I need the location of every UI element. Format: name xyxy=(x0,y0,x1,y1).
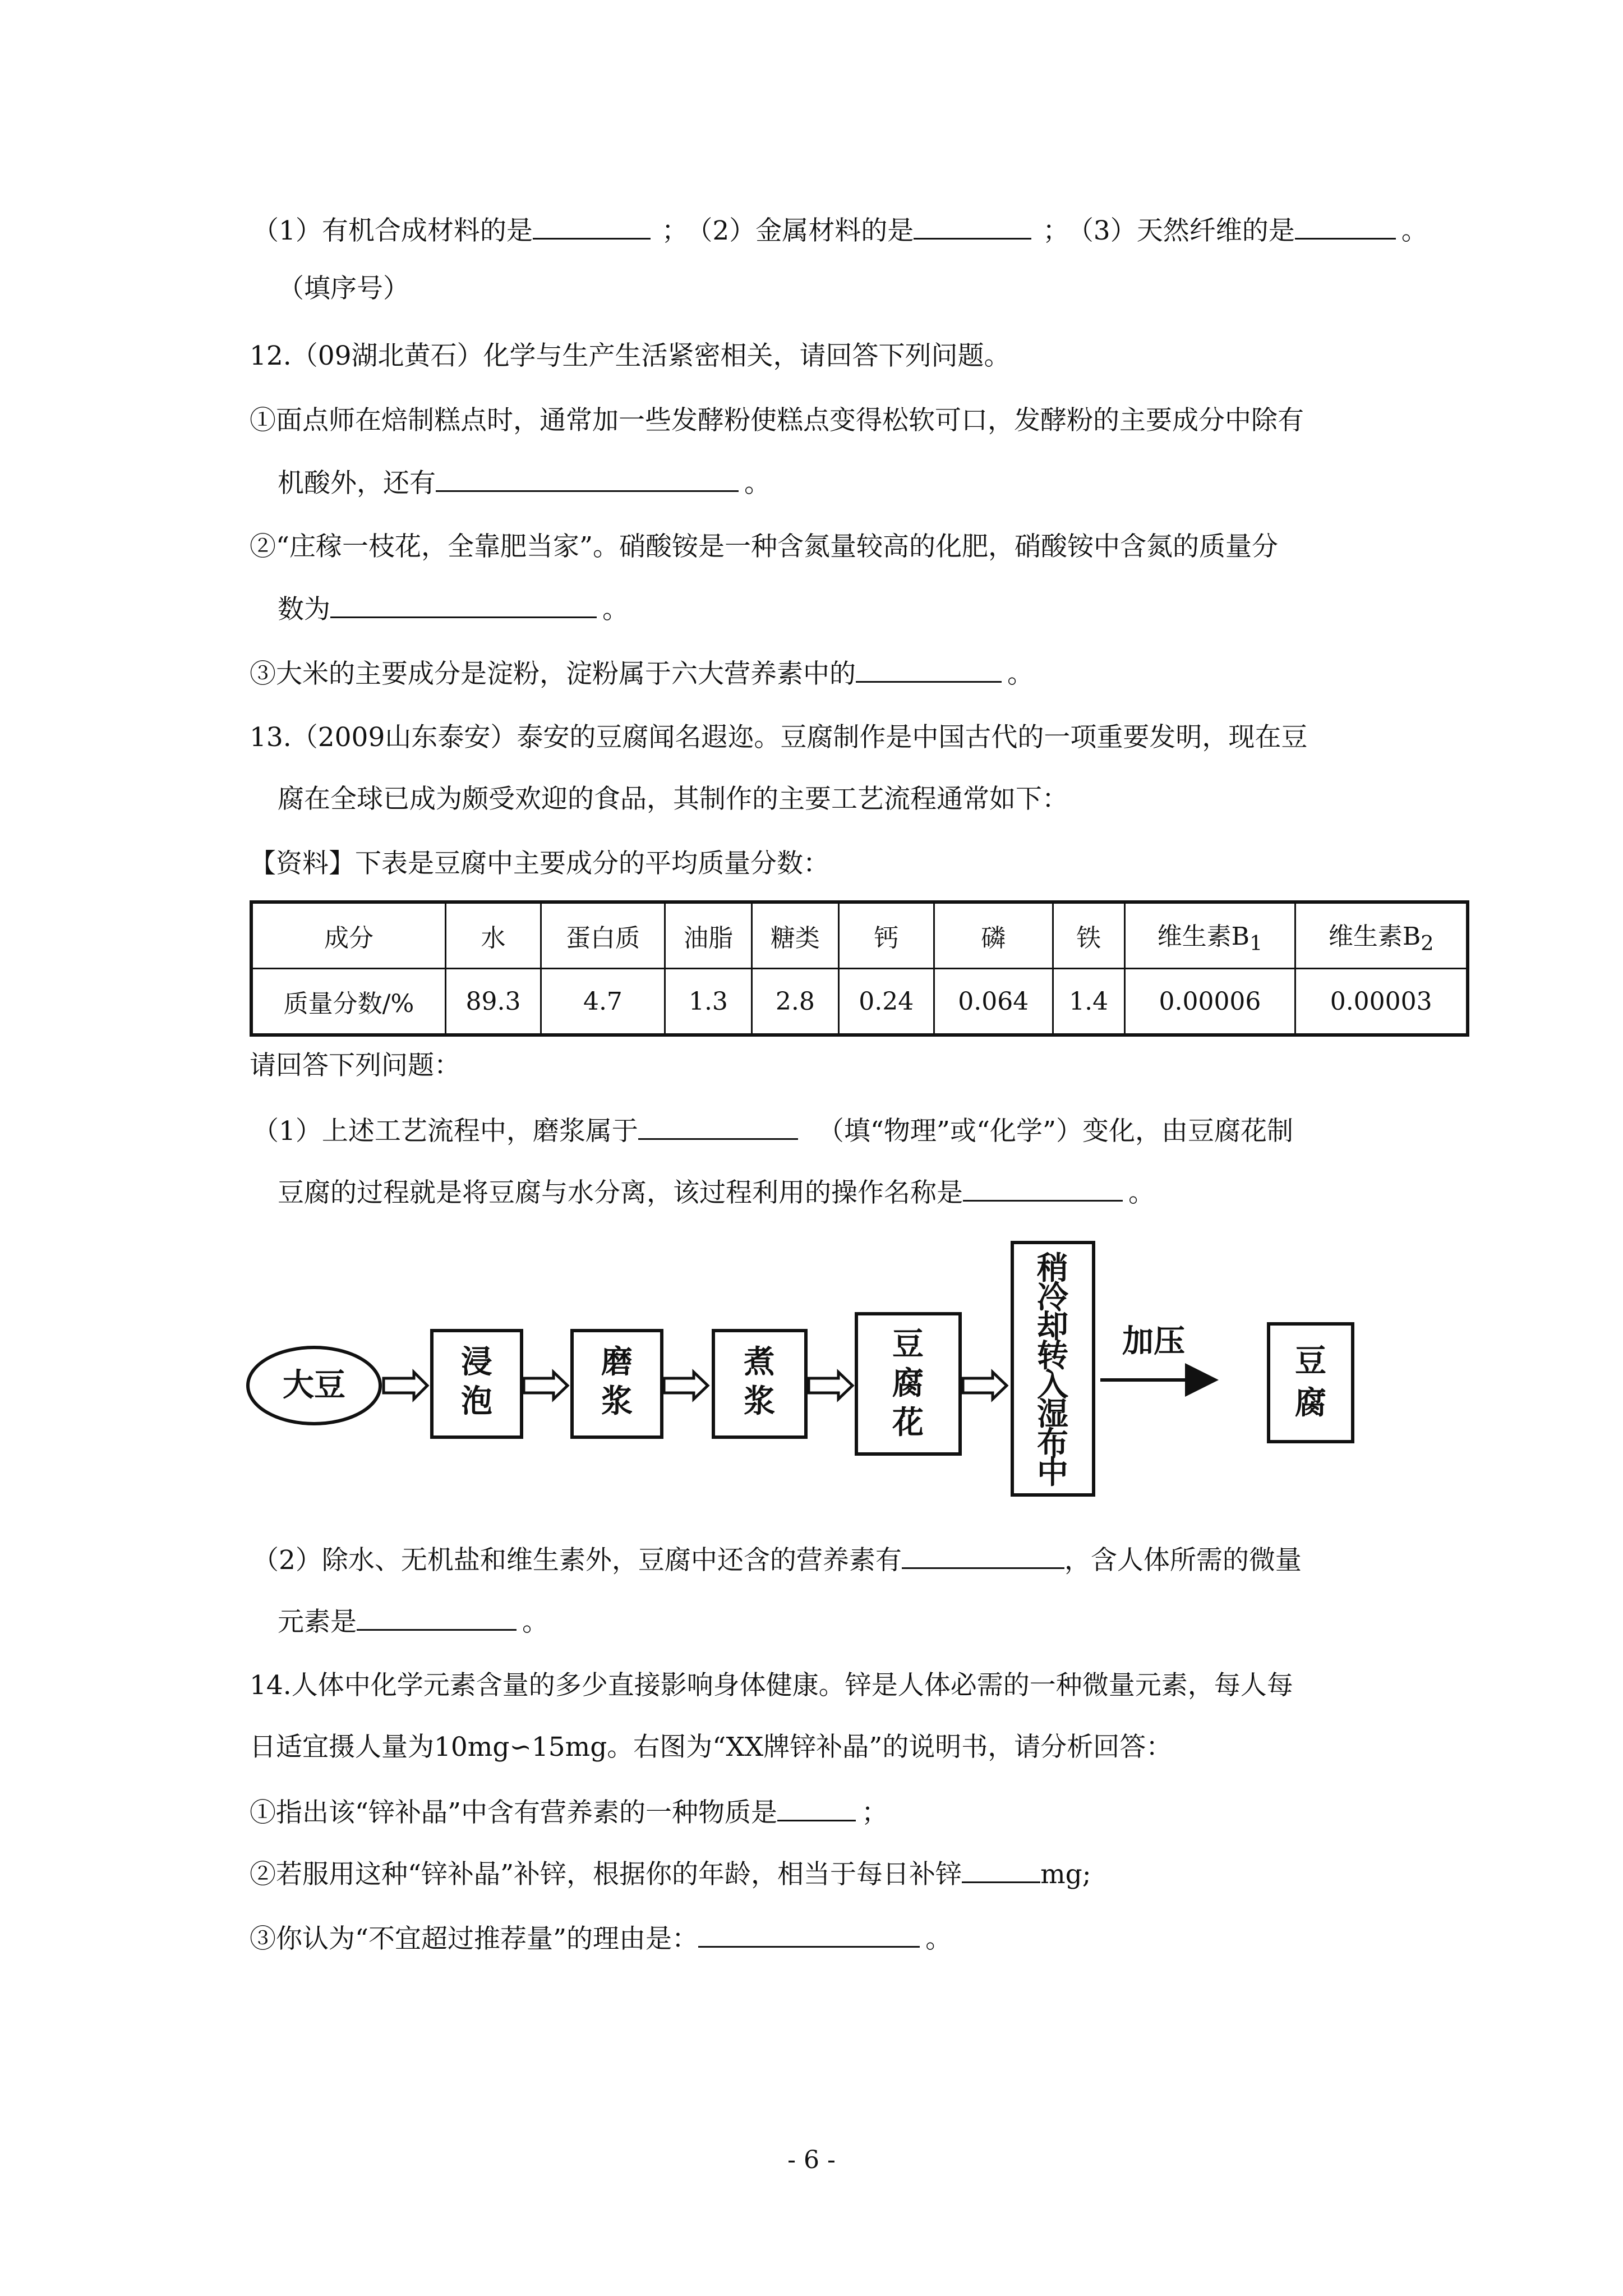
q13-blank-1[interactable] xyxy=(638,1114,798,1140)
flow-end-char: 豆 xyxy=(1295,1342,1326,1379)
q12-item1-line2 xyxy=(278,466,771,500)
q13-q2-text: （2）除水、无机盐和维生素外，豆腐中还含的营养素有 xyxy=(252,1545,902,1576)
table-cell: 0.00003 xyxy=(1295,969,1468,1036)
q11-part1: （1）有机合成材料的是 xyxy=(252,215,533,246)
q14-title-line2: 日适宜摄人量为10mg∽15mg。右图为“XX牌锌补晶”的说明书，请分析回答： xyxy=(250,1732,1173,1763)
flow-end-char: 腐 xyxy=(1295,1384,1326,1421)
table-cell: 89.3 xyxy=(446,969,541,1036)
flow-step-boil-char: 煮 xyxy=(744,1343,775,1381)
q13-blank-4[interactable] xyxy=(357,1604,517,1631)
flow-step-grind-char: 浆 xyxy=(601,1383,633,1420)
flow-step-tofu-flower-char: 腐 xyxy=(892,1365,924,1402)
q12-period-3: 。 xyxy=(1007,659,1034,689)
q11-part2: （2）金属材料的是 xyxy=(699,215,914,246)
q12-title: 12.（09湖北黄石）化学与生产生活紧密相关，请回答下列问题。 xyxy=(250,341,1011,371)
table-header-cell: 糖类 xyxy=(751,902,838,969)
q13-q2-text-b: ，含人体所需的微量 xyxy=(1064,1545,1302,1576)
q11-blank-1[interactable] xyxy=(533,213,651,240)
flow-step-cool-char: 转 xyxy=(1037,1337,1068,1374)
q12-item1-line1: ①面点师在焙制糕点时，通常加一些发酵粉使糕点变得松软可口，发酵粉的主要成分中除有 xyxy=(250,405,1304,436)
q14-blank-3[interactable] xyxy=(698,1921,920,1948)
flow-step-grind-char: 磨 xyxy=(601,1343,633,1381)
flow-step-cool-char: 冷 xyxy=(1037,1279,1068,1316)
table-header-cell: 铁 xyxy=(1053,902,1124,969)
q12-blank-1[interactable] xyxy=(436,466,739,492)
flow-start-label: 大豆 xyxy=(283,1366,345,1404)
flow-step-boil-char: 浆 xyxy=(744,1383,775,1420)
q11-blank-3[interactable] xyxy=(1295,213,1396,240)
q12-item2-text: 数为 xyxy=(278,594,330,625)
q13-q2-line2 xyxy=(278,1604,548,1639)
q12-blank-3[interactable] xyxy=(856,656,1002,683)
flow-step-soak-char: 泡 xyxy=(461,1383,492,1420)
q13-title-line1: 13.（2009山东泰安）泰安的豆腐闻名遐迩。豆腐制作是中国古代的一项重要发明，现在豆 xyxy=(250,722,1308,753)
q12-item3-text: ③大米的主要成分是淀粉，淀粉属于六大营养素中的 xyxy=(250,659,856,689)
q14-item1-text: ①指出该“锌补晶”中含有营养素的一种物质是 xyxy=(250,1797,778,1828)
q11-sep2: ； xyxy=(1043,215,1069,246)
table-cell: 0.064 xyxy=(934,969,1053,1036)
q11-end: 。 xyxy=(1401,215,1428,246)
q11-sep1: ； xyxy=(661,215,688,246)
table-cell: 0.24 xyxy=(838,969,934,1036)
table-row xyxy=(251,969,1468,1036)
q12-period-1: 。 xyxy=(744,468,771,499)
q13-material: 【资料】下表是豆腐中主要成分的平均质量分数： xyxy=(250,848,829,879)
vitamin-b2-sub: 2 xyxy=(1421,931,1434,955)
table-header-cell: 蛋白质 xyxy=(541,902,665,969)
tofu-process-diagram xyxy=(242,1240,1367,1498)
flow-step-cool-char: 入 xyxy=(1037,1366,1068,1404)
flow-step-tofu-flower-char: 花 xyxy=(892,1404,924,1441)
q12-period-2: 。 xyxy=(602,594,629,625)
flow-step-tofu-flower-char: 豆 xyxy=(892,1326,924,1363)
table-cell: 0.00006 xyxy=(1124,969,1295,1036)
table-header-cell: 水 xyxy=(446,902,541,969)
q14-blank-2[interactable] xyxy=(962,1857,1040,1883)
q14-item1-end: ； xyxy=(861,1797,888,1828)
q13-period-1: 。 xyxy=(1128,1177,1155,1208)
table-header-cell: 钙 xyxy=(838,902,934,969)
q13-q2-text-c: 元素是 xyxy=(278,1607,357,1637)
table-cell: 质量分数/% xyxy=(251,969,446,1036)
q13-q2-line1 xyxy=(252,1543,1302,1577)
q13-q1-line2 xyxy=(278,1175,1155,1210)
q12-blank-2[interactable] xyxy=(330,592,597,618)
q11-note: （填序号） xyxy=(278,273,409,304)
vitamin-b2-label: 维生素B xyxy=(1328,922,1421,951)
q11-blank-2[interactable] xyxy=(914,213,1031,240)
vitamin-b1-sub: 1 xyxy=(1249,931,1263,955)
q13-ask: 请回答下列问题： xyxy=(250,1050,460,1081)
table-row xyxy=(251,902,1468,969)
table-header-cell: 成分 xyxy=(251,902,446,969)
q14-title-line1: 14.人体中化学元素含量的多少直接影响身体健康。锌是人体必需的一种微量元素，每人每 xyxy=(250,1670,1293,1701)
flow-end-tofu xyxy=(1269,1324,1353,1442)
q12-item1-text: 机酸外，还有 xyxy=(278,468,436,499)
q12-item3 xyxy=(250,656,1034,691)
q13-blank-3[interactable] xyxy=(902,1543,1064,1569)
q11-line xyxy=(252,213,1428,248)
q12-item2-line1: ②“庄稼一枝花，全靠肥当家”。硝酸铵是一种含氮量较高的化肥，硝酸铵中含氮的质量分 xyxy=(250,531,1279,562)
flow-step-cool-char: 湿 xyxy=(1037,1396,1068,1433)
table-header-cell: 油脂 xyxy=(665,902,752,969)
q14-item2-end: mg; xyxy=(1040,1859,1091,1890)
table-header-cell xyxy=(1295,902,1468,969)
flow-press-label: 加压 xyxy=(1122,1323,1185,1360)
table-header-cell xyxy=(1124,902,1295,969)
q13-title-line2: 腐在全球已成为颇受欢迎的食品，其制作的主要工艺流程通常如下： xyxy=(278,784,1068,815)
flow-step-cool-char: 稍 xyxy=(1037,1250,1068,1287)
q14-blank-1[interactable] xyxy=(777,1795,856,1821)
q14-item2 xyxy=(250,1857,1091,1892)
q13-q1-text-b: （填“物理”或“化学”）变化，由豆腐花制 xyxy=(817,1116,1294,1147)
composition-table xyxy=(250,900,1469,1037)
q13-q1-line1 xyxy=(252,1114,1293,1148)
q14-item3-end: 。 xyxy=(925,1924,952,1954)
flow-step-soak-char: 浸 xyxy=(461,1343,492,1381)
flow-step-cool-char: 却 xyxy=(1037,1308,1068,1345)
table-cell: 1.3 xyxy=(665,969,752,1036)
page-number: - 6 - xyxy=(787,2146,836,2174)
table-cell: 4.7 xyxy=(541,969,665,1036)
q14-item1 xyxy=(250,1795,888,1830)
table-cell: 1.4 xyxy=(1053,969,1124,1036)
q13-blank-2[interactable] xyxy=(963,1175,1123,1202)
q13-period-2: 。 xyxy=(522,1607,548,1637)
vitamin-b1-label: 维生素B xyxy=(1157,922,1249,951)
flow-step-cool-char: 布 xyxy=(1037,1425,1068,1462)
q14-item3 xyxy=(250,1921,952,1956)
q13-q1-text-c: 豆腐的过程就是将豆腐与水分离，该过程利用的操作名称是 xyxy=(278,1177,963,1208)
table-cell: 2.8 xyxy=(751,969,838,1036)
table-header-cell: 磷 xyxy=(934,902,1053,969)
flow-step-cool-char: 中 xyxy=(1037,1454,1068,1491)
q12-item2-line2 xyxy=(278,592,629,627)
q14-item2-text: ②若服用这种“锌补晶”补锌，根据你的年龄，相当于每日补锌 xyxy=(250,1859,962,1890)
q11-part3: （3）天然纤维的是 xyxy=(1080,215,1295,246)
q13-q1-text: （1）上述工艺流程中，磨浆属于 xyxy=(252,1116,638,1147)
q14-item3-text: ③你认为“不宜超过推荐量”的理由是： xyxy=(250,1924,699,1954)
